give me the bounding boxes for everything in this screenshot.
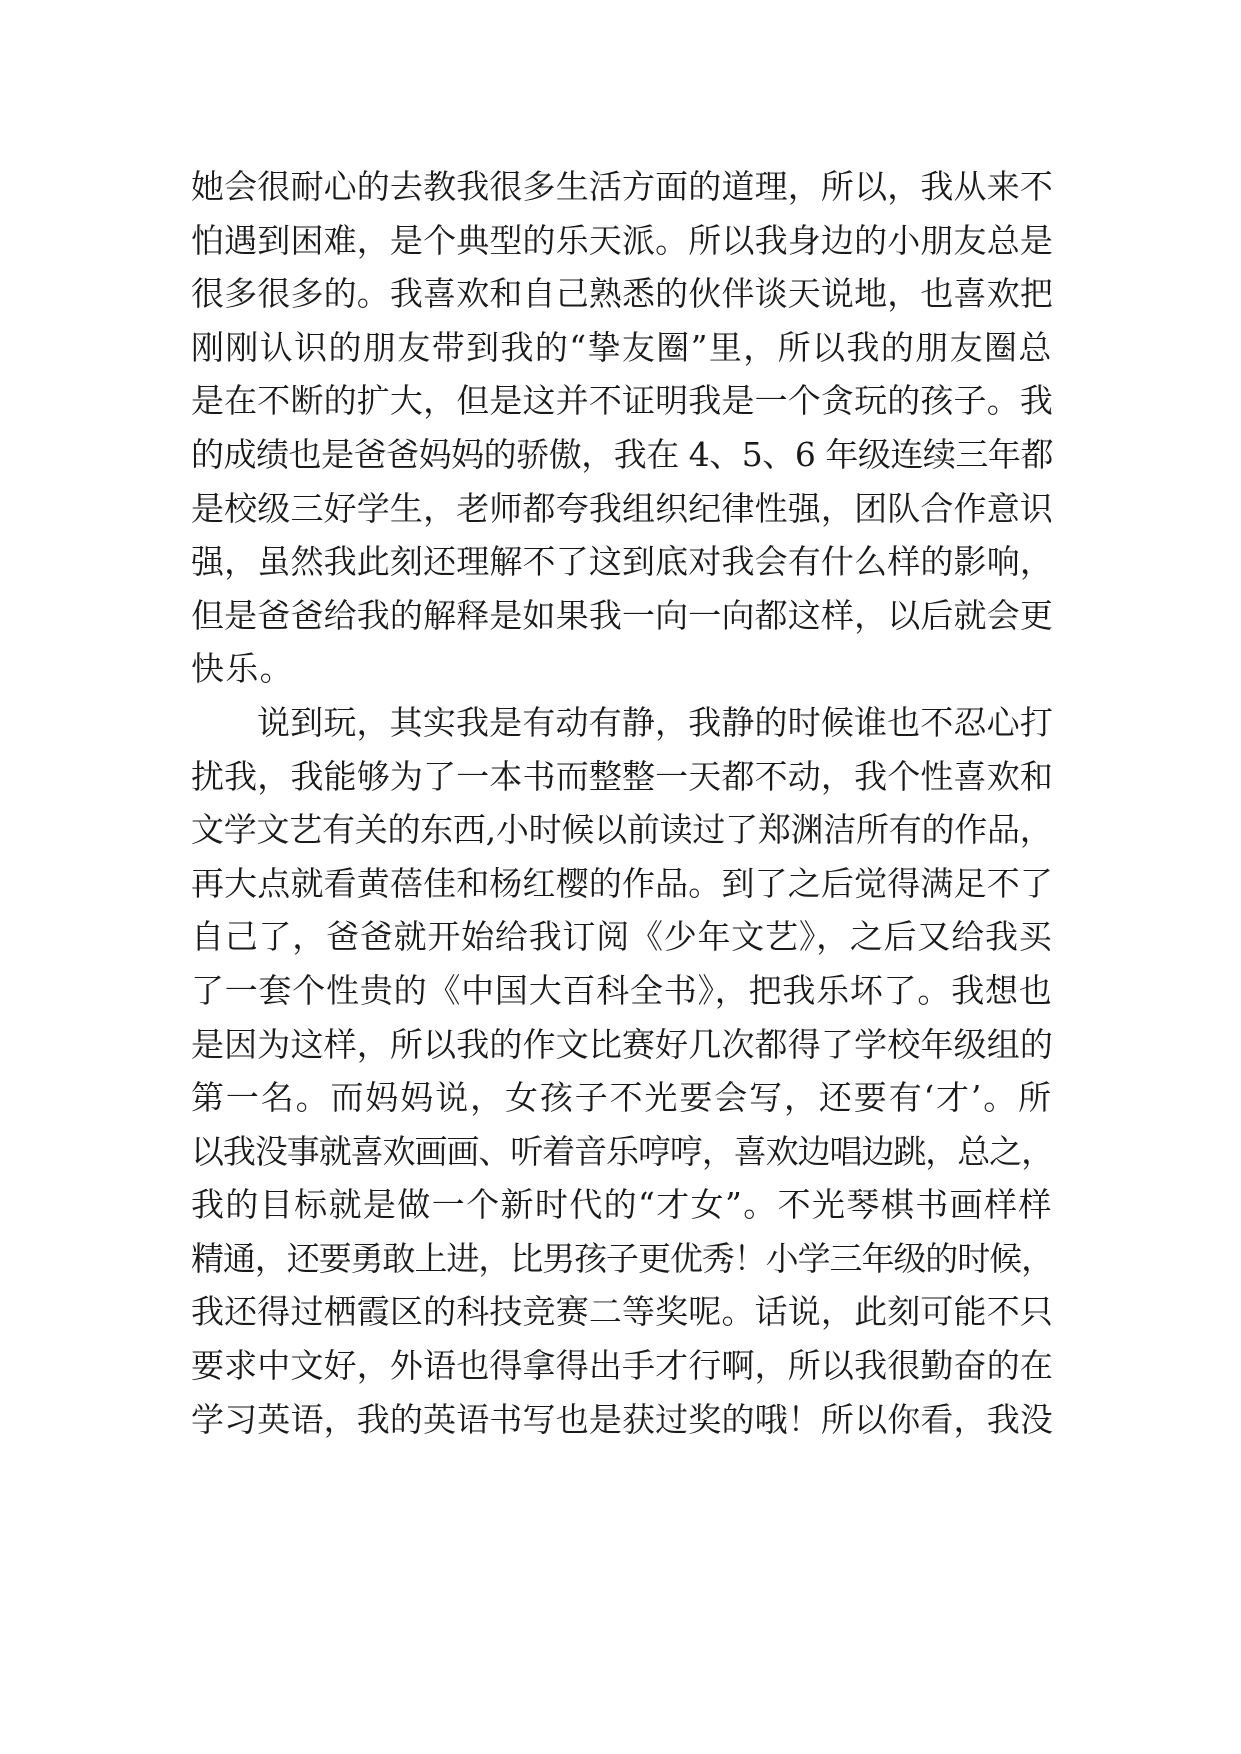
text-line: 我的目标就是做一个新时代的“才女”。不光琴棋书画样样 [191,1185,1053,1225]
text-line: 文学文艺有关的东西,小时候以前读过了郑渊洁所有的作品， [191,810,1053,850]
text-line: 以我没事就喜欢画画、听着音乐哼哼，喜欢边唱边跳，总之， [191,1131,1054,1171]
text-line: 再大点就看黄蓓佳和杨红樱的作品。到了之后觉得满足不了 [191,863,1053,903]
text-line: 说到玩，其实我是有动有静，我静的时候谁也不忍心打 [257,702,1053,742]
paragraph [191,696,1061,1446]
text-line: 她会很耐心的去教我很多生活方面的道理，所以，我从来不 [191,167,1053,206]
text-line: 是在不断的扩大，但是这并不证明我是一个贪玩的孩子。我 [191,381,1053,421]
text-line: 怕遇到困难，是个典型的乐天派。所以我身边的小朋友总是 [191,220,1053,260]
document-body [191,160,1061,1446]
text-line: 我还得过栖霞区的科技竞赛二等奖呢。话说，此刻可能不只 [191,1292,1053,1332]
text-line: 扰我，我能够为了一本书而整整一天都不动，我个性喜欢和 [191,756,1053,796]
text-line: 第一名。而妈妈说，女孩子不光要会写，还要有‘才’。所 [191,1078,1053,1118]
text-line: 刚刚认识的朋友带到我的“挚友圈”里，所以我的朋友圈总 [191,327,1053,367]
paragraph [191,160,1061,696]
text-line: 但是爸爸给我的解释是如果我一向一向都这样，以后就会更 [191,595,1053,635]
text-line: 精通，还要勇敢上进，比男孩子更优秀！小学三年级的时候， [191,1238,1054,1278]
text-line: 是校级三好学生，老师都夸我组织纪律性强，团队合作意识 [191,488,1053,528]
text-line: 是因为这样，所以我的作文比赛好几次都得了学校年级组的 [191,1024,1053,1064]
text-line: 的成绩也是爸爸妈妈的骄傲，我在 4、5、6 年级连续三年都 [191,434,1053,474]
text-line: 了一套个性贵的《中国大百科全书》，把我乐坏了。我想也 [191,970,1053,1010]
text-line: 学习英语，我的英语书写也是获过奖的哦！所以你看，我没 [191,1399,1053,1439]
text-line: 很多很多的。我喜欢和自己熟悉的伙伴谈天说地，也喜欢把 [191,274,1053,314]
text-line: 强，虽然我此刻还理解不了这到底对我会有什么样的影响， [191,542,1053,582]
text-line: 要求中文好，外语也得拿得出手才行啊，所以我很勤奋的在 [191,1346,1053,1386]
text-line: 自己了，爸爸就开始给我订阅《少年文艺》，之后又给我买 [191,917,1053,957]
text-line: 快乐。 [191,649,294,689]
